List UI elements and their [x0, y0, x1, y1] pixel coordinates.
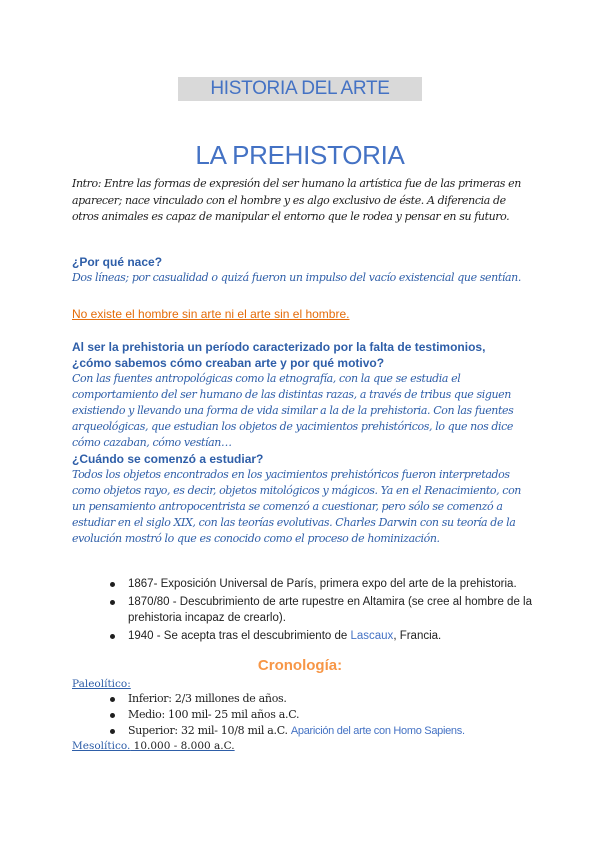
- bullet-icon: [110, 729, 115, 734]
- section-fuentes: [72, 339, 532, 547]
- bullet-icon: [110, 634, 115, 639]
- paleolitico-label: Paleolítico:: [72, 678, 131, 690]
- list-item: [72, 594, 532, 626]
- question-heading: ¿Cuándo se comenzó a estudiar?: [72, 452, 264, 466]
- list-item-text: 1867- Exposición Universal de París, primera expo del arte de la prehistoria.: [128, 578, 517, 590]
- intro-paragraph: Intro: Entre las formas de expresión del ser humano la artística fue de las primeras en aparecer; nace vinculado con el hombre y es algo exclusivo de éste. A diferencia de otros animales es capaz de manipular el entorno que le rodea y pensar en su futuro.: [72, 177, 521, 223]
- cronologia-heading: Cronología:: [257, 657, 343, 674]
- answer-paragraph: Todos los objetos encontrados en los yacimientos prehistóricos fueron interpretados como objetos rayo, es decir, objetos mitológicos y mágicos. Ya en el Renacimiento, con un pensamiento antropocentrista se comenzó a cuestionar, pero sólo se comenzó a estudiar en el siglo XIX, con las teorías evolutivas. Charles Darwin con su teoría de la evolución mostró lo que es conocido como el proceso de hominización.: [72, 468, 521, 545]
- list-item-text: Medio: 100 mil- 25 mil años a.C.: [128, 708, 300, 721]
- mesolitico-label: Mesolítico.: [72, 740, 131, 752]
- answer-paragraph: Dos líneas; por casualidad o quizá fueron un impulso del vacío existencial que sentían.: [72, 271, 521, 284]
- paleolitico-list: [72, 691, 532, 739]
- homo-sapiens-link[interactable]: Aparición del arte con Homo Sapiens.: [290, 725, 465, 737]
- section-por-que-nace: [72, 254, 532, 286]
- list-item-text: Superior: 32 mil- 10/8 mil a.C.: [128, 724, 291, 737]
- list-item: [72, 691, 532, 707]
- list-item-text: 1940 - Se acepta tras el descubrimiento de: [128, 630, 351, 642]
- quote-link[interactable]: No existe el hombre sin arte ni el arte sin el hombre.: [72, 307, 350, 321]
- bullet-icon: [110, 713, 115, 718]
- mesolitico-row: [72, 739, 235, 754]
- mesolitico-value: 10.000 - 8.000 a.C.: [130, 740, 235, 752]
- question-heading: ¿Por qué nace?: [72, 255, 163, 269]
- bullet-icon: [110, 697, 115, 702]
- lascaux-link[interactable]: Lascaux: [350, 630, 394, 642]
- answer-paragraph: Con las fuentes antropológicas como la etnografía, con la que se estudia el comportamiento del ser humano de las distintas razas, a través de tribus que siguen existiendo y llevando una forma de vida similar a la de la prehistoria. Con las fuentes arqueológicas, que estudian los objetos de yacimientos prehistóricos, lo que nos dice cómo cazaban, cómo vestían…: [72, 372, 514, 449]
- list-item: [72, 576, 532, 592]
- bullet-icon: [110, 600, 115, 605]
- bullet-icon: [110, 582, 115, 587]
- list-item-text: , Francia.: [393, 630, 442, 642]
- list-item: [72, 707, 532, 723]
- page-title: HISTORIA DEL ARTE: [178, 77, 422, 101]
- list-item-text: Inferior: 2/3 millones de años.: [128, 692, 287, 705]
- timeline-list: [72, 576, 532, 646]
- list-item: [72, 723, 532, 739]
- list-item: [72, 628, 532, 644]
- list-item-text: 1870/80 - Descubrimiento de arte rupestre en Altamira (se cree al hombre de la prehistoria incapaz de crearlo).: [128, 596, 532, 624]
- question-heading: Al ser la prehistoria un período caracterizado por la falta de testimonios,: [72, 340, 486, 354]
- page-subtitle: LA PREHISTORIA: [195, 140, 405, 170]
- question-heading: ¿cómo sabemos cómo creaban arte y por qué motivo?: [72, 356, 385, 370]
